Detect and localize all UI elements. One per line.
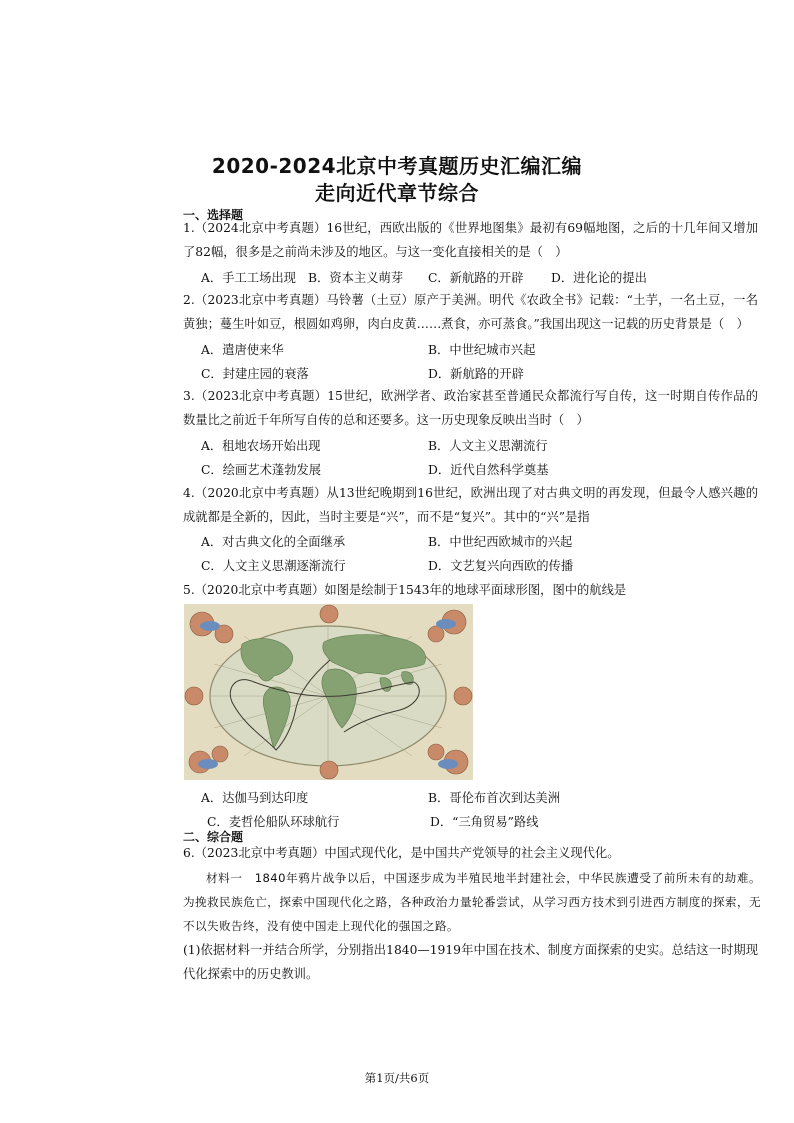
document-subtitle: 走向近代章节综合 [315, 181, 479, 205]
question-1-option-a: A．手工工场出现 [201, 271, 296, 285]
question-4-option-d: D．文艺复兴向西欧的传播 [428, 559, 574, 573]
question-3-option-b: B．人文主义思潮流行 [428, 439, 548, 453]
question-6-stem: 6.（2023北京中考真题）中国式现代化，是中国共产党领导的社会主义现代化。 [183, 846, 620, 860]
world-map-1543-image [184, 604, 473, 780]
question-5-option-d: D．“三角贸易”路线 [430, 815, 539, 829]
question-2-option-a: A．遣唐使来华 [201, 343, 284, 357]
question-3-option-d: D．近代自然科学奠基 [428, 463, 549, 477]
question-2-option-b: B．中世纪城市兴起 [428, 343, 536, 357]
question-4-stem: 4.（2020北京中考真题）从13世纪晚期到16世纪，欧洲出现了对古典文明的再发现，但最令人感兴趣的成就都是全新的，因此，当时主要是“兴”，而不是“复兴”。其中的“兴”是指 [183, 486, 758, 524]
question-1-option-b: B．资本主义萌芽 [308, 271, 404, 285]
question-3-option-c: C．绘画艺术蓬勃发展 [201, 463, 322, 477]
question-5-option-a: A．达伽马到达印度 [201, 791, 309, 805]
question-2-stem: 2.（2023北京中考真题）马铃薯（土豆）原产于美洲。明代《农政全书》记载：“土芋，一名土豆，一名黄独；蔓生叶如豆，根圆如鸡卵，肉白皮黄……煮食，亦可蒸食。”我国出现这一记载的历史背景是（ ） [183, 293, 758, 331]
question-2-option-c: C．封建庄园的衰落 [201, 367, 309, 381]
question-5-stem: 5.（2020北京中考真题）如图是绘制于1543年的地球平面球形图，图中的航线是 [183, 583, 627, 597]
question-1-stem: 1.（2024北京中考真题）16世纪，西欧出版的《世界地图集》最初有69幅地图，之后的十几年间又增加了82幅，很多是之前尚未涉及的地区。与这一变化直接相关的是（ ） [183, 221, 758, 259]
document-title: 2020-2024北京中考真题历史汇编汇编 [211, 154, 583, 178]
material-1-text: 材料一 1840年鸦片战争以后，中国逐步成为半殖民地半封建社会，中华民族遭受了前所未有的劫难。为挽救民族危亡，探索中国现代化之路，各种政治力量轮番尝试，从学习西方技术到引进西方制度的探索，无不以失败告终，没有使中国走上现代化的强国之路。 [183, 871, 761, 933]
question-6-subquestion-1: (1)依据材料一并结合所学，分别指出1840—1919年中国在技术、制度方面探索的史实。总结这一时期现代化探索中的历史教训。 [183, 943, 758, 981]
section-heading-comprehensive: 二、综合题 [183, 830, 244, 844]
question-1-option-c: C．新航路的开辟 [428, 271, 524, 285]
question-1-option-d: D．进化论的提出 [551, 271, 647, 285]
question-5-option-c: C．麦哲伦船队环球航行 [207, 815, 340, 829]
question-2-option-d: D．新航路的开辟 [428, 367, 524, 381]
question-5-option-b: B．哥伦布首次到达美洲 [428, 791, 561, 805]
question-4-option-a: A．对古典文化的全面继承 [201, 535, 346, 549]
question-4-option-b: B．中世纪西欧城市的兴起 [428, 535, 573, 549]
question-3-option-a: A．租地农场开始出现 [201, 439, 321, 453]
question-3-stem: 3.（2023北京中考真题）15世纪，欧洲学者、政治家甚至普通民众都流行写自传，这一时期自传作品的数量比之前近千年所写自传的总和还要多。这一历史现象反映出当时（ ） [183, 389, 758, 427]
question-4-option-c: C．人文主义思潮逐渐流行 [201, 559, 346, 573]
page-number-footer: 第1页/共6页 [364, 1071, 430, 1085]
section-heading-choice: 一、选择题 [183, 208, 244, 222]
